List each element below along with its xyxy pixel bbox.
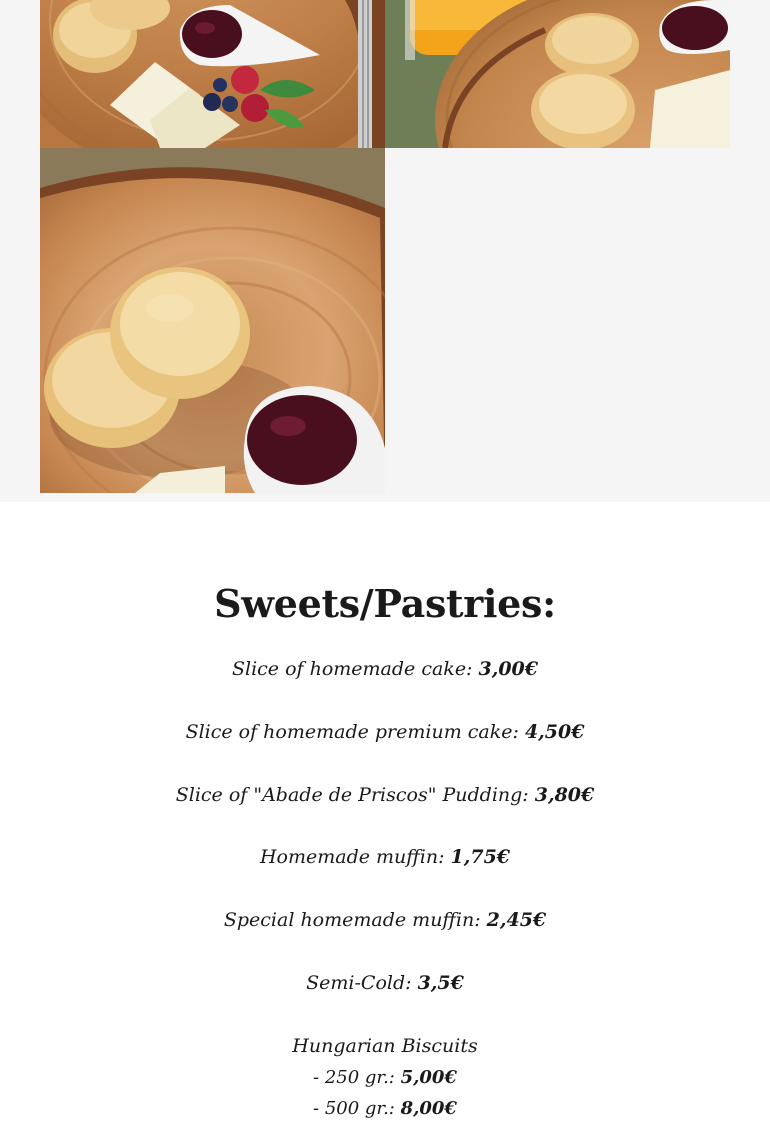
menu-item-semi-cold (0, 968, 770, 1031)
item-name: Slice of homemade premium cake: (185, 720, 525, 743)
option-price: 5,00€ (400, 1066, 457, 1088)
item-name: Special homemade muffin: (223, 909, 487, 932)
photo-gallery (0, 0, 770, 502)
group-option (0, 1062, 770, 1093)
option-label: - 500 gr.: (313, 1097, 401, 1119)
item-name: Slice of homemade cake: (232, 658, 479, 680)
menu-item-pudding (0, 780, 770, 843)
scones-jam-closeup-photo (40, 148, 385, 493)
menu-item-premium-cake (0, 717, 770, 780)
item-price: 2,45€ (486, 909, 547, 932)
scones-orange-juice-photo (385, 0, 730, 148)
item-price: 3,5€ (417, 971, 464, 994)
menu-item-hungarian-biscuits (0, 1031, 770, 1124)
item-name: Homemade muffin: (259, 846, 451, 869)
item-name: Semi-Cold: (306, 971, 418, 994)
gallery-photo-scones-plate[interactable] (40, 0, 385, 148)
menu-item-cake (0, 654, 770, 717)
item-price: 3,80€ (534, 783, 595, 806)
scones-plate-photo (40, 0, 385, 148)
menu-title: Sweets/Pastries: (214, 581, 556, 626)
gallery-photo-scones-jam[interactable] (40, 148, 385, 493)
group-name: Hungarian Biscuits (292, 1034, 478, 1057)
gallery-photo-scones-juice[interactable] (385, 0, 730, 148)
menu-list (0, 654, 770, 1124)
group-option (0, 1093, 770, 1124)
item-price: 3,00€ (478, 658, 538, 680)
option-label: - 250 gr.: (313, 1066, 401, 1088)
menu-item-special-muffin (0, 905, 770, 968)
item-name: Slice of "Abade de Priscos" Pudding: (175, 783, 535, 806)
option-price: 8,00€ (400, 1097, 457, 1119)
item-price: 4,50€ (524, 720, 585, 743)
item-price: 1,75€ (450, 846, 511, 869)
menu-item-muffin (0, 842, 770, 905)
